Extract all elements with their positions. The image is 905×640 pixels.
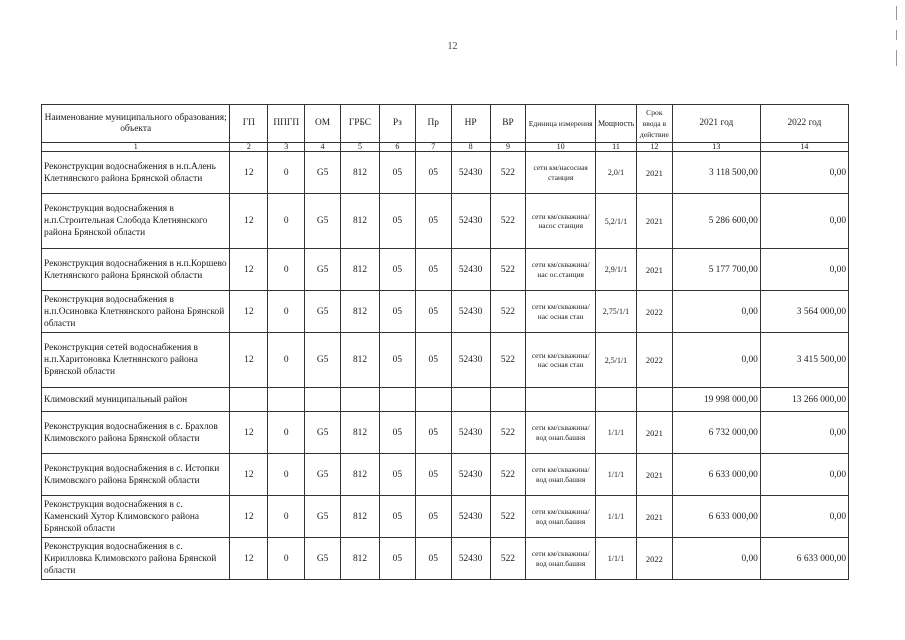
amount-2021: 5 286 600,00 bbox=[672, 194, 760, 249]
object-name: Реконструкция водоснабжения в с. Кирилловка Климовского района Брянской области bbox=[42, 538, 230, 580]
amount-2021: 5 177 700,00 bbox=[672, 249, 760, 291]
unit-cell: сети км/скважина/нас ос.станция bbox=[526, 249, 596, 291]
object-name: Реконструкция водоснабжения в н.п.Осиновка Клетнянского района Брянской области bbox=[42, 291, 230, 333]
grbs-cell: 812 bbox=[341, 538, 380, 580]
nr-cell: 52430 bbox=[451, 538, 490, 580]
vr-cell: 522 bbox=[490, 412, 526, 454]
om-cell: G5 bbox=[305, 412, 341, 454]
term-cell bbox=[636, 388, 672, 412]
ppgp-cell: 0 bbox=[268, 454, 305, 496]
table-row bbox=[42, 194, 849, 249]
grbs-cell: 812 bbox=[341, 412, 380, 454]
column-number-row bbox=[42, 143, 849, 152]
rz-cell bbox=[379, 388, 415, 412]
margin-scan-mark bbox=[896, 6, 897, 20]
term-cell: 2022 bbox=[636, 291, 672, 333]
power-cell: 2,0/1 bbox=[595, 152, 636, 194]
grbs-cell: 812 bbox=[341, 454, 380, 496]
ppgp-cell: 0 bbox=[268, 194, 305, 249]
power-cell: 5,2/1/1 bbox=[595, 194, 636, 249]
vr-cell: 522 bbox=[490, 249, 526, 291]
rz-cell: 05 bbox=[379, 412, 415, 454]
gp-cell: 12 bbox=[230, 454, 268, 496]
amount-2022: 0,00 bbox=[760, 249, 848, 291]
investment-table bbox=[41, 104, 849, 580]
vr-cell: 522 bbox=[490, 291, 526, 333]
table-row bbox=[42, 249, 849, 291]
power-cell: 1/1/1 bbox=[595, 454, 636, 496]
vr-cell: 522 bbox=[490, 454, 526, 496]
term-cell: 2021 bbox=[636, 454, 672, 496]
rz-cell: 05 bbox=[379, 454, 415, 496]
ppgp-cell bbox=[268, 388, 305, 412]
table-row bbox=[42, 333, 849, 388]
pr-cell: 05 bbox=[415, 538, 451, 580]
power-cell: 1/1/1 bbox=[595, 412, 636, 454]
nr-cell: 52430 bbox=[451, 496, 490, 538]
table-row bbox=[42, 538, 849, 580]
header-power: Мощность bbox=[595, 105, 636, 143]
column-number: 1 bbox=[42, 143, 230, 152]
column-number: 9 bbox=[490, 143, 526, 152]
pr-cell: 05 bbox=[415, 291, 451, 333]
term-cell: 2021 bbox=[636, 194, 672, 249]
ppgp-cell: 0 bbox=[268, 496, 305, 538]
om-cell: G5 bbox=[305, 152, 341, 194]
om-cell: G5 bbox=[305, 538, 341, 580]
amount-2022: 0,00 bbox=[760, 496, 848, 538]
amount-2021: 6 732 000,00 bbox=[672, 412, 760, 454]
power-cell: 2,75/1/1 bbox=[595, 291, 636, 333]
amount-2021: 6 633 000,00 bbox=[672, 454, 760, 496]
unit-cell: сети км/скважина/вод онап.башня bbox=[526, 412, 596, 454]
header-grbs: ГРБС bbox=[341, 105, 380, 143]
column-number: 10 bbox=[526, 143, 596, 152]
gp-cell: 12 bbox=[230, 333, 268, 388]
amount-2021: 0,00 bbox=[672, 538, 760, 580]
nr-cell: 52430 bbox=[451, 152, 490, 194]
power-cell: 1/1/1 bbox=[595, 538, 636, 580]
vr-cell: 522 bbox=[490, 194, 526, 249]
om-cell: G5 bbox=[305, 249, 341, 291]
header-nr: НР bbox=[451, 105, 490, 143]
term-cell: 2021 bbox=[636, 496, 672, 538]
page-number: 12 bbox=[447, 41, 458, 52]
om-cell: G5 bbox=[305, 496, 341, 538]
unit-cell: сети км/скважина/вод онап.башня bbox=[526, 538, 596, 580]
header-name: Наименование муниципального образования; объекта bbox=[42, 105, 230, 143]
vr-cell: 522 bbox=[490, 538, 526, 580]
power-cell: 2,5/1/1 bbox=[595, 333, 636, 388]
rz-cell: 05 bbox=[379, 496, 415, 538]
amount-2022: 0,00 bbox=[760, 454, 848, 496]
ppgp-cell: 0 bbox=[268, 333, 305, 388]
column-number: 11 bbox=[595, 143, 636, 152]
amount-2022: 0,00 bbox=[760, 152, 848, 194]
column-number: 8 bbox=[451, 143, 490, 152]
rz-cell: 05 bbox=[379, 333, 415, 388]
pr-cell: 05 bbox=[415, 152, 451, 194]
header-row bbox=[42, 105, 849, 143]
column-number: 2 bbox=[230, 143, 268, 152]
header-2022: 2022 год bbox=[760, 105, 848, 143]
grbs-cell: 812 bbox=[341, 496, 380, 538]
column-number: 4 bbox=[305, 143, 341, 152]
nr-cell: 52430 bbox=[451, 291, 490, 333]
object-name: Реконструкция водоснабжения в с. Каменский Хутор Климовского района Брянской области bbox=[42, 496, 230, 538]
unit-cell bbox=[526, 388, 596, 412]
pr-cell: 05 bbox=[415, 412, 451, 454]
margin-scan-mark bbox=[896, 50, 897, 66]
power-cell: 2,9/1/1 bbox=[595, 249, 636, 291]
column-number: 6 bbox=[379, 143, 415, 152]
pr-cell: 05 bbox=[415, 249, 451, 291]
term-cell: 2022 bbox=[636, 333, 672, 388]
term-cell: 2021 bbox=[636, 152, 672, 194]
amount-2022: 0,00 bbox=[760, 412, 848, 454]
gp-cell: 12 bbox=[230, 249, 268, 291]
amount-2021: 3 118 500,00 bbox=[672, 152, 760, 194]
ppgp-cell: 0 bbox=[268, 538, 305, 580]
rz-cell: 05 bbox=[379, 249, 415, 291]
grbs-cell: 812 bbox=[341, 333, 380, 388]
amount-2021: 19 998 000,00 bbox=[672, 388, 760, 412]
grbs-cell: 812 bbox=[341, 152, 380, 194]
column-number: 13 bbox=[672, 143, 760, 152]
unit-cell: сети км/насосная станция bbox=[526, 152, 596, 194]
pr-cell: 05 bbox=[415, 194, 451, 249]
ppgp-cell: 0 bbox=[268, 291, 305, 333]
header-unit: Единица измерения bbox=[526, 105, 596, 143]
table-row bbox=[42, 454, 849, 496]
gp-cell: 12 bbox=[230, 194, 268, 249]
amount-2021: 0,00 bbox=[672, 333, 760, 388]
vr-cell: 522 bbox=[490, 333, 526, 388]
rz-cell: 05 bbox=[379, 291, 415, 333]
amount-2022: 6 633 000,00 bbox=[760, 538, 848, 580]
gp-cell bbox=[230, 388, 268, 412]
column-number: 7 bbox=[415, 143, 451, 152]
pr-cell: 05 bbox=[415, 496, 451, 538]
unit-cell: сети км/скважина/нас осная стан bbox=[526, 291, 596, 333]
pr-cell: 05 bbox=[415, 333, 451, 388]
vr-cell bbox=[490, 388, 526, 412]
header-ppgp: ППГП bbox=[268, 105, 305, 143]
rz-cell: 05 bbox=[379, 538, 415, 580]
amount-2022: 13 266 000,00 bbox=[760, 388, 848, 412]
om-cell: G5 bbox=[305, 454, 341, 496]
pr-cell: 05 bbox=[415, 454, 451, 496]
nr-cell: 52430 bbox=[451, 333, 490, 388]
rz-cell: 05 bbox=[379, 194, 415, 249]
om-cell bbox=[305, 388, 341, 412]
amount-2022: 0,00 bbox=[760, 194, 848, 249]
ppgp-cell: 0 bbox=[268, 412, 305, 454]
margin-scan-mark bbox=[896, 30, 897, 40]
district-summary-row bbox=[42, 388, 849, 412]
object-name: Реконструкция водоснабжения в с. Брахлов Климовского района Брянской области bbox=[42, 412, 230, 454]
nr-cell: 52430 bbox=[451, 194, 490, 249]
header-gp: ГП bbox=[230, 105, 268, 143]
nr-cell: 52430 bbox=[451, 454, 490, 496]
gp-cell: 12 bbox=[230, 291, 268, 333]
vr-cell: 522 bbox=[490, 152, 526, 194]
power-cell bbox=[595, 388, 636, 412]
term-cell: 2021 bbox=[636, 249, 672, 291]
unit-cell: сети км/скважина/насос станция bbox=[526, 194, 596, 249]
power-cell: 1/1/1 bbox=[595, 496, 636, 538]
vr-cell: 522 bbox=[490, 496, 526, 538]
unit-cell: сети км/скважина/вод онап.башня bbox=[526, 496, 596, 538]
om-cell: G5 bbox=[305, 291, 341, 333]
grbs-cell bbox=[341, 388, 380, 412]
header-2021: 2021 год bbox=[672, 105, 760, 143]
table-row bbox=[42, 412, 849, 454]
header-pr: Пр bbox=[415, 105, 451, 143]
pr-cell bbox=[415, 388, 451, 412]
om-cell: G5 bbox=[305, 194, 341, 249]
gp-cell: 12 bbox=[230, 152, 268, 194]
header-rz: Рз bbox=[379, 105, 415, 143]
header-om: ОМ bbox=[305, 105, 341, 143]
object-name: Реконструкция водоснабжения в н.п.Алень Клетнянского района Брянской области bbox=[42, 152, 230, 194]
header-vr: ВР bbox=[490, 105, 526, 143]
nr-cell: 52430 bbox=[451, 412, 490, 454]
nr-cell: 52430 bbox=[451, 249, 490, 291]
object-name: Реконструкция сетей водоснабжения в н.п.Харитоновка Клетнянского района Брянской области bbox=[42, 333, 230, 388]
header-term: Срок ввода в действие bbox=[636, 105, 672, 143]
unit-cell: сети км/скважина/вод онап.башня bbox=[526, 454, 596, 496]
grbs-cell: 812 bbox=[341, 249, 380, 291]
amount-2022: 3 564 000,00 bbox=[760, 291, 848, 333]
ppgp-cell: 0 bbox=[268, 152, 305, 194]
column-number: 14 bbox=[760, 143, 848, 152]
term-cell: 2022 bbox=[636, 538, 672, 580]
district-name: Климовский муниципальный район bbox=[42, 388, 230, 412]
object-name: Реконструкция водоснабжения в н.п.Строительная Слобода Клетнянского района Брянской области bbox=[42, 194, 230, 249]
om-cell: G5 bbox=[305, 333, 341, 388]
amount-2021: 6 633 000,00 bbox=[672, 496, 760, 538]
object-name: Реконструкция водоснабжения в н.п.Коршево Клетнянского района Брянской области bbox=[42, 249, 230, 291]
unit-cell: сети км/скважина/нас осная стан bbox=[526, 333, 596, 388]
term-cell: 2021 bbox=[636, 412, 672, 454]
table-row bbox=[42, 152, 849, 194]
table-row bbox=[42, 291, 849, 333]
rz-cell: 05 bbox=[379, 152, 415, 194]
gp-cell: 12 bbox=[230, 538, 268, 580]
column-number: 3 bbox=[268, 143, 305, 152]
column-number: 12 bbox=[636, 143, 672, 152]
object-name: Реконструкция водоснабжения в с. Истопки Климовского района Брянской области bbox=[42, 454, 230, 496]
grbs-cell: 812 bbox=[341, 291, 380, 333]
nr-cell bbox=[451, 388, 490, 412]
gp-cell: 12 bbox=[230, 496, 268, 538]
gp-cell: 12 bbox=[230, 412, 268, 454]
amount-2021: 0,00 bbox=[672, 291, 760, 333]
grbs-cell: 812 bbox=[341, 194, 380, 249]
ppgp-cell: 0 bbox=[268, 249, 305, 291]
amount-2022: 3 415 500,00 bbox=[760, 333, 848, 388]
table-row bbox=[42, 496, 849, 538]
column-number: 5 bbox=[341, 143, 380, 152]
